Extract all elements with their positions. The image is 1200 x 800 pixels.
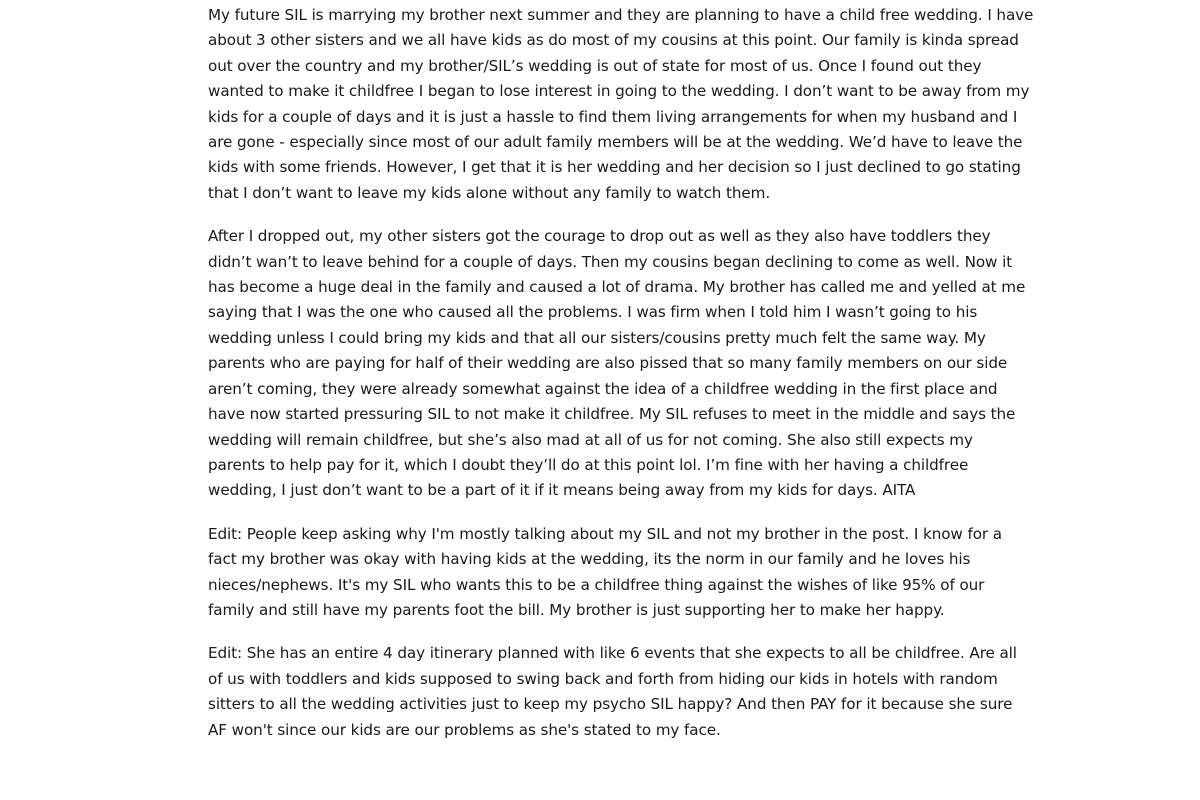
post-paragraph-2: After I dropped out, my other sisters got the courage to drop out as well as they also have toddlers they didn’t wan’t to leave behind for a couple of days. Then my cousins began declining to come as well. Now it has become a huge deal in the family and caused a lot of drama. My brother has called me and yelled at me saying that I was the one who caused all the problems. I was firm when I told him I wasn’t going to his wedding unless I could bring my kids and that all our sisters/cousins pretty much felt the same way. My parents who are paying for half of their wedding are also pissed that so many family members on our side aren’t coming, they were already somewhat against the idea of a childfree wedding in the first place and have now started pressuring SIL to not make it childfree. My SIL refuses to meet in the middle and says the wedding will remain childfree, but she’s also mad at all of us for not coming. She also still expects my parents to help pay for it, which I doubt they’ll do at this point lol. I’m fine with her having a childfree wedding, I just don’t want to be a part of it if it means being away from my kids for days. AITA <box>208 227 1026 500</box>
post-edit-2: Edit: She has an entire 4 day itinerary planned with like 6 events that she expects to all be childfree. Are all of us with toddlers and kids supposed to swing back and forth from hiding our kids in hotels with random sitters to all the wedding activities just to keep my psycho SIL happy? And then PAY for it because she sure AF won't since our kids are our problems as she's stated to my face. <box>208 644 1017 739</box>
post-edit-1: Edit: People keep asking why I'm mostly talking about my SIL and not my brother in the post. I know for a fact my brother was okay with having kids at the wedding, its the norm in our family and he loves his nieces/nephews. It's my SIL who wants this to be a childfree thing against the wishes of like 95% of our family and still have my parents foot the bill. My brother is just supporting her to make her happy. <box>208 524 1002 619</box>
post-paragraph-1: My future SIL is marrying my brother next summer and they are planning to have a child free wedding. I have about 3 other sisters and we all have kids as do most of my cousins at this point. Our family is kinda spread out over the country and my brother/SIL’s wedding is out of state for most of us. Once I found out they wanted to make it childfree I began to lose interest in going to the wedding. I don’t want to be away from my kids for a couple of days and it is just a hassle to find them living arrangements for when my husband and I are gone - especially since most of our adult family members will be at the wedding. We’d have to leave the kids with some friends. However, I get that it is her wedding and her decision so I just declined to go stating that I don’t want to leave my kids alone without any family to watch them. <box>208 6 1034 202</box>
post-body <box>208 3 1034 761</box>
